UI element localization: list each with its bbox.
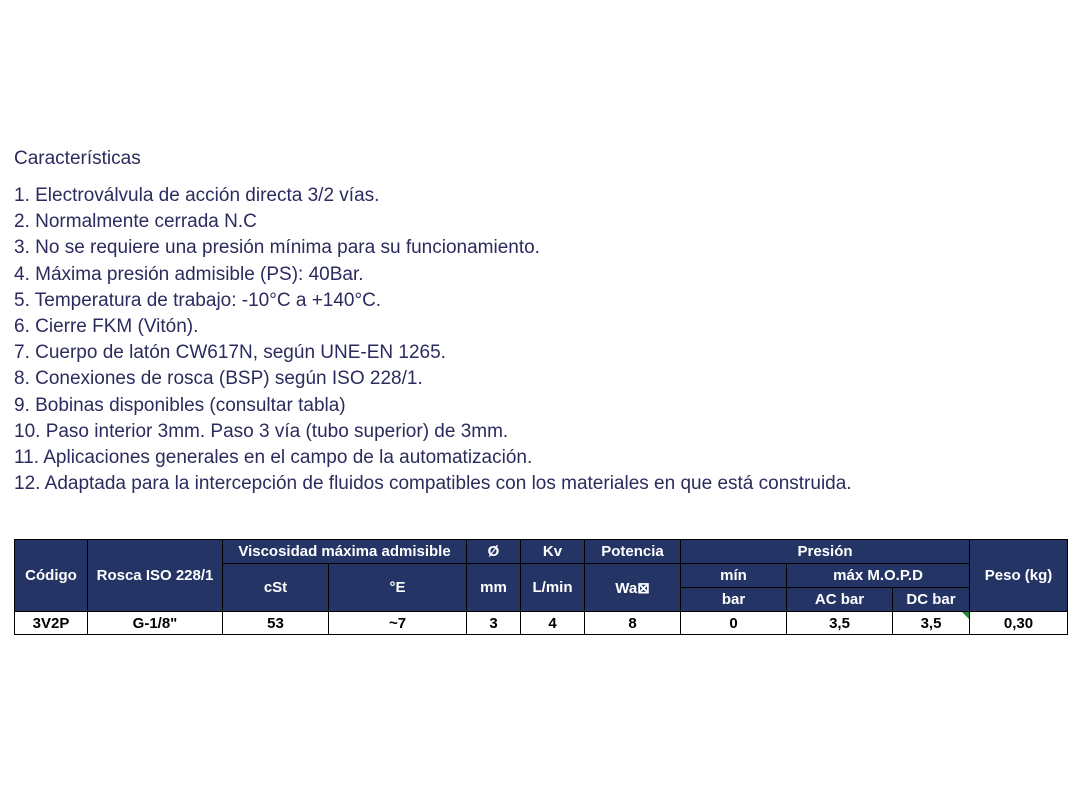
header-diametro: Ø [467, 540, 521, 564]
table-row [15, 612, 1068, 635]
cell-peso: 0,30 [970, 612, 1068, 635]
feature-item: 8. Conexiones de rosca (BSP) según ISO 228/1. [14, 368, 423, 390]
cell-mm: 3 [467, 612, 521, 635]
header-peso: Peso (kg) [970, 540, 1068, 612]
header-codigo: Código [15, 540, 88, 612]
cell-rosca: G-1/8" [88, 612, 223, 635]
header-bar: bar [681, 588, 787, 612]
header-grados-e: °E [329, 564, 467, 612]
header-min: mín [681, 564, 787, 588]
header-kv: Kv [521, 540, 585, 564]
cell-lmin: 4 [521, 612, 585, 635]
feature-item: 10. Paso interior 3mm. Paso 3 vía (tubo superior) de 3mm. [14, 420, 509, 442]
cell-cst: 53 [223, 612, 329, 635]
header-dc-bar: DC bar [893, 588, 970, 612]
feature-item: 5. Temperatura de trabajo: -10°C a +140°C. [14, 289, 382, 311]
cell-comment-marker [962, 612, 969, 619]
header-lmin: L/min [521, 564, 585, 612]
header-cst: cSt [223, 564, 329, 612]
header-mm: mm [467, 564, 521, 612]
header-ac-bar: AC bar [787, 588, 893, 612]
feature-item: 4. Máxima presión admisible (PS): 40Bar. [14, 263, 364, 285]
header-presion: Presión [681, 540, 970, 564]
feature-item: 3. No se requiere una presión mínima para su funcionamiento. [14, 237, 540, 259]
header-viscosidad: Viscosidad máxima admisible [223, 540, 467, 564]
section-heading: Características [14, 148, 141, 169]
cell-grados-e: ~7 [329, 612, 467, 635]
cell-dc-bar-value: 3,5 [920, 614, 942, 632]
cell-watt: 8 [585, 612, 681, 635]
feature-item: 9. Bobinas disponibles (consultar tabla) [14, 394, 346, 416]
feature-item: 2. Normalmente cerrada N.C [14, 211, 257, 233]
cell-codigo: 3V2P [15, 612, 88, 635]
cell-min-bar: 0 [681, 612, 787, 635]
cell-dc-bar [893, 612, 970, 635]
feature-item: 12. Adaptada para la intercepción de fluidos compatibles con los materiales en que está construida. [14, 473, 852, 495]
header-potencia: Potencia [585, 540, 681, 564]
feature-item: 11. Aplicaciones generales en el campo de la automatización. [14, 447, 533, 469]
feature-item: 7. Cuerpo de latón CW617N, según UNE-EN 1265. [14, 342, 446, 364]
header-rosca: Rosca ISO 228/1 [88, 540, 223, 612]
cell-ac-bar: 3,5 [787, 612, 893, 635]
header-max-mopd: máx M.O.P.D [787, 564, 970, 588]
features-list [14, 183, 852, 497]
feature-item: 6. Cierre FKM (Vitón). [14, 316, 199, 338]
feature-item: 1. Electroválvula de acción directa 3/2 vías. [14, 185, 380, 206]
specs-table [14, 539, 1068, 635]
header-watt: Wa⊠ [585, 564, 681, 612]
